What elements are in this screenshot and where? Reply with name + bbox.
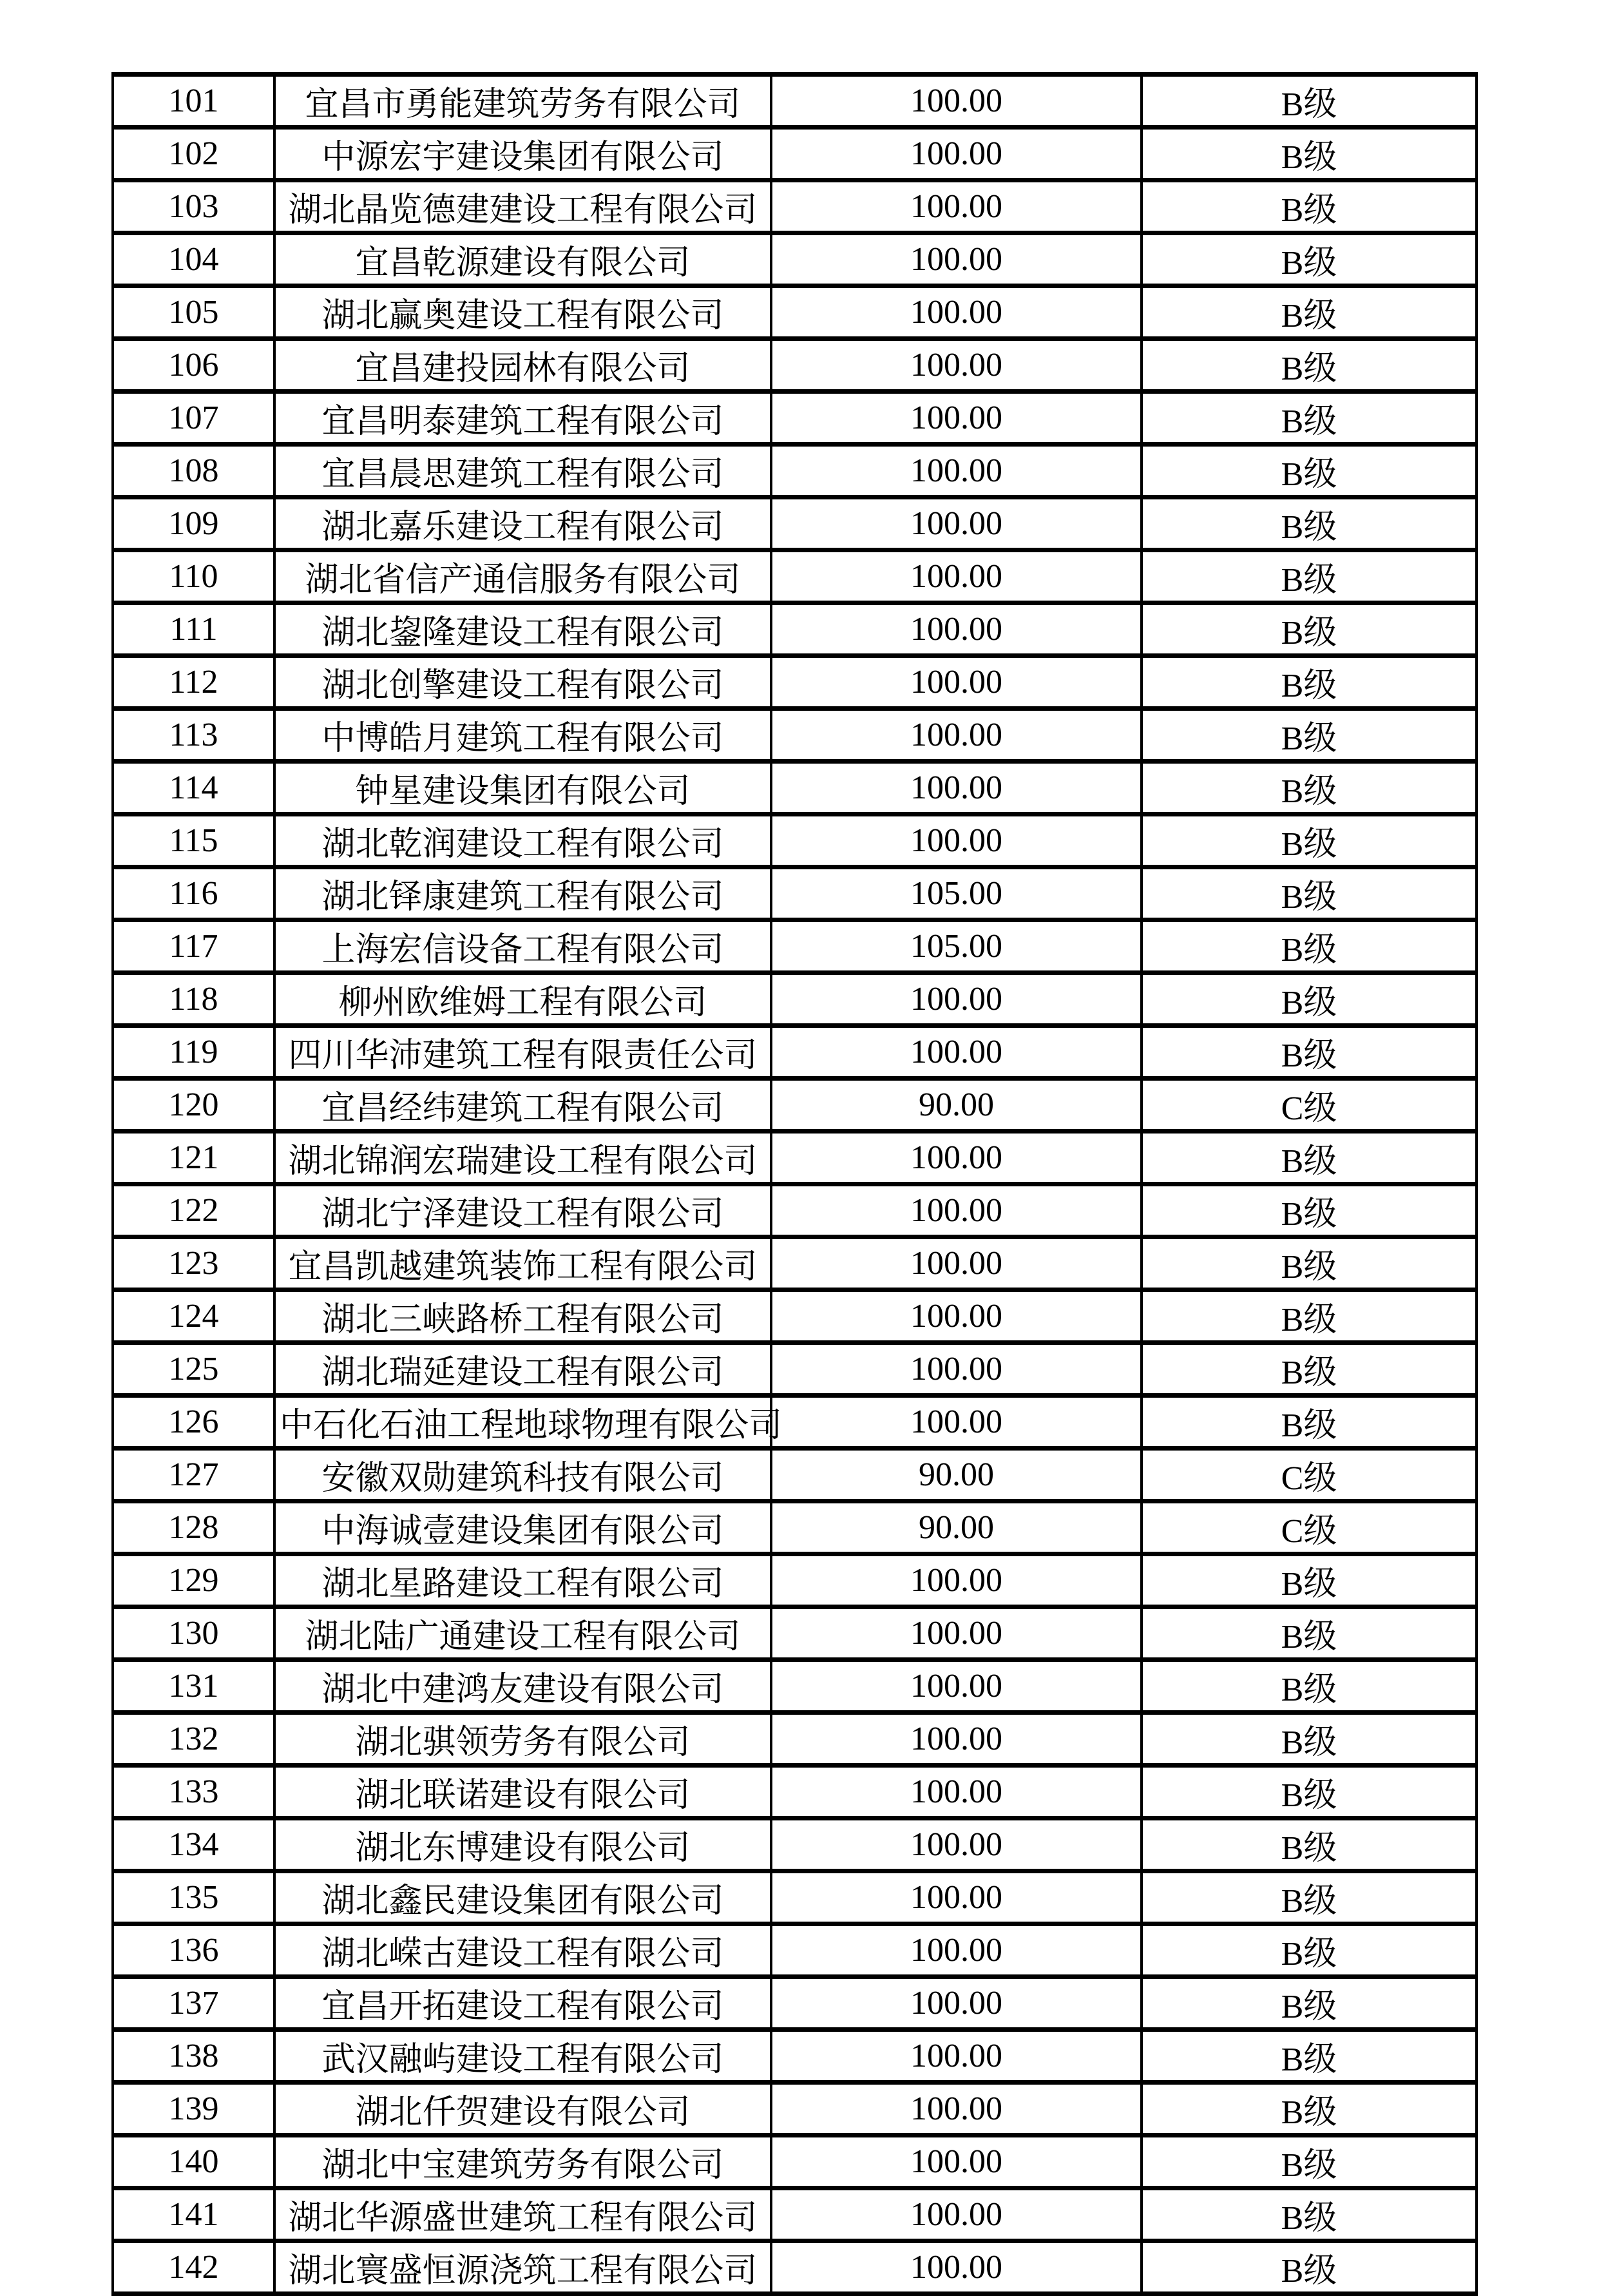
grade-cell: B级 [1142,1026,1477,1079]
company-name-cell: 柳州欧维姆工程有限公司 [274,973,771,1026]
company-name-cell: 湖北创擎建设工程有限公司 [274,656,771,709]
company-name-cell: 湖北嵘古建设工程有限公司 [274,1924,771,1977]
company-name-cell: 湖北陆广通建设工程有限公司 [274,1607,771,1660]
company-name-cell: 湖北星路建设工程有限公司 [274,1554,771,1607]
row-number-cell: 113 [113,709,274,762]
score-cell: 100.00 [771,1026,1142,1079]
company-name-cell: 宜昌经纬建筑工程有限公司 [274,1079,771,1132]
score-cell: 100.00 [771,1607,1142,1660]
table-row [113,1818,1477,1871]
company-name-cell: 宜昌晨思建筑工程有限公司 [274,445,771,497]
score-cell: 90.00 [771,1501,1142,1554]
row-number-cell: 114 [113,762,274,815]
company-name-cell: 湖北东博建设有限公司 [274,1818,771,1871]
grade-cell: B级 [1142,1977,1477,2030]
score-cell: 100.00 [771,1237,1142,1290]
grade-cell: B级 [1142,920,1477,973]
score-cell: 100.00 [771,339,1142,392]
score-cell: 100.00 [771,180,1142,233]
row-number-cell: 141 [113,2188,274,2241]
company-name-cell: 安徽双勋建筑科技有限公司 [274,1449,771,1501]
row-number-cell: 133 [113,1766,274,1818]
grade-cell: B级 [1142,1871,1477,1924]
row-number-cell: 109 [113,497,274,550]
row-number-cell: 139 [113,2083,274,2136]
table-row [113,550,1477,603]
company-name-cell: 湖北乾润建设工程有限公司 [274,815,771,867]
score-cell: 90.00 [771,1449,1142,1501]
score-cell: 100.00 [771,2188,1142,2241]
score-cell: 100.00 [771,1660,1142,1713]
row-number-cell: 138 [113,2030,274,2083]
row-number-cell: 119 [113,1026,274,1079]
table-row [113,1132,1477,1184]
grade-cell: B级 [1142,1290,1477,1343]
table-row [113,2030,1477,2083]
table-row [113,1237,1477,1290]
score-cell: 100.00 [771,656,1142,709]
grade-cell: B级 [1142,1924,1477,1977]
row-number-cell: 118 [113,973,274,1026]
row-number-cell: 130 [113,1607,274,1660]
table-row [113,762,1477,815]
score-cell: 100.00 [771,1818,1142,1871]
company-name-cell: 湖北骐领劳务有限公司 [274,1713,771,1766]
row-number-cell: 132 [113,1713,274,1766]
score-cell: 105.00 [771,867,1142,920]
score-cell: 100.00 [771,1924,1142,1977]
grade-cell: C级 [1142,1449,1477,1501]
grade-cell: B级 [1142,867,1477,920]
company-name-cell: 宜昌凯越建筑装饰工程有限公司 [274,1237,771,1290]
grade-cell: B级 [1142,1396,1477,1449]
table-row [113,1026,1477,1079]
score-cell: 100.00 [771,1290,1142,1343]
table-row [113,656,1477,709]
company-name-cell: 宜昌明泰建筑工程有限公司 [274,392,771,445]
table-row [113,233,1477,286]
grade-cell: B级 [1142,233,1477,286]
table-row [113,497,1477,550]
table-row [113,1713,1477,1766]
grade-cell: B级 [1142,286,1477,339]
score-cell: 100.00 [771,2136,1142,2188]
score-cell: 100.00 [771,973,1142,1026]
table-row [113,1449,1477,1501]
row-number-cell: 104 [113,233,274,286]
table-row [113,1396,1477,1449]
score-cell: 100.00 [771,2030,1142,2083]
table-row [113,1554,1477,1607]
row-number-cell: 111 [113,603,274,656]
company-credit-rating-table [111,72,1478,2296]
company-name-cell: 湖北鋆隆建设工程有限公司 [274,603,771,656]
grade-cell: B级 [1142,128,1477,180]
grade-cell: B级 [1142,75,1477,128]
row-number-cell: 115 [113,815,274,867]
company-name-cell: 宜昌开拓建设工程有限公司 [274,1977,771,2030]
row-number-cell: 140 [113,2136,274,2188]
company-name-cell: 湖北寰盛恒源浇筑工程有限公司 [274,2241,771,2294]
table-row [113,392,1477,445]
table-row [113,1607,1477,1660]
company-name-cell: 宜昌乾源建设有限公司 [274,233,771,286]
company-name-cell: 湖北省信产通信服务有限公司 [274,550,771,603]
grade-cell: B级 [1142,815,1477,867]
grade-cell: C级 [1142,1501,1477,1554]
table-row [113,2136,1477,2188]
row-number-cell: 120 [113,1079,274,1132]
score-cell: 100.00 [771,445,1142,497]
row-number-cell: 137 [113,1977,274,2030]
table-row [113,603,1477,656]
table-row [113,920,1477,973]
grade-cell: B级 [1142,603,1477,656]
row-number-cell: 123 [113,1237,274,1290]
score-cell: 100.00 [771,550,1142,603]
row-number-cell: 131 [113,1660,274,1713]
grade-cell: B级 [1142,1766,1477,1818]
table-row [113,1977,1477,2030]
score-cell: 100.00 [771,815,1142,867]
grade-cell: B级 [1142,2136,1477,2188]
row-number-cell: 134 [113,1818,274,1871]
company-name-cell: 中石化石油工程地球物理有限公司 [274,1396,771,1449]
table-row [113,1501,1477,1554]
grade-cell: B级 [1142,2188,1477,2241]
score-cell: 100.00 [771,1396,1142,1449]
row-number-cell: 102 [113,128,274,180]
grade-cell: B级 [1142,445,1477,497]
table-row [113,1766,1477,1818]
company-name-cell: 湖北铎康建筑工程有限公司 [274,867,771,920]
score-cell: 100.00 [771,762,1142,815]
company-name-cell: 湖北赢奥建设工程有限公司 [274,286,771,339]
company-name-cell: 湖北晶览德建建设工程有限公司 [274,180,771,233]
row-number-cell: 117 [113,920,274,973]
grade-cell: B级 [1142,2241,1477,2294]
row-number-cell: 121 [113,1132,274,1184]
company-name-cell: 四川华沛建筑工程有限责任公司 [274,1026,771,1079]
score-cell: 100.00 [771,1132,1142,1184]
score-cell: 100.00 [771,1766,1142,1818]
row-number-cell: 101 [113,75,274,128]
grade-cell: B级 [1142,392,1477,445]
table-row [113,973,1477,1026]
row-number-cell: 112 [113,656,274,709]
table-row [113,815,1477,867]
score-cell: 90.00 [771,1079,1142,1132]
grade-cell: B级 [1142,180,1477,233]
table-row [113,339,1477,392]
grade-cell: B级 [1142,1660,1477,1713]
score-cell: 100.00 [771,2083,1142,2136]
row-number-cell: 122 [113,1184,274,1237]
company-name-cell: 湖北华源盛世建筑工程有限公司 [274,2188,771,2241]
company-name-cell: 中源宏宇建设集团有限公司 [274,128,771,180]
table-row [113,1871,1477,1924]
grade-cell: B级 [1142,1184,1477,1237]
table-row [113,2083,1477,2136]
score-cell: 100.00 [771,497,1142,550]
company-name-cell: 湖北中宝建筑劳务有限公司 [274,2136,771,2188]
row-number-cell: 129 [113,1554,274,1607]
score-cell: 100.00 [771,1871,1142,1924]
company-name-cell: 湖北嘉乐建设工程有限公司 [274,497,771,550]
score-cell: 100.00 [771,2241,1142,2294]
grade-cell: B级 [1142,973,1477,1026]
score-cell: 100.00 [771,286,1142,339]
company-name-cell: 湖北瑞延建设工程有限公司 [274,1343,771,1396]
score-cell: 100.00 [771,1184,1142,1237]
row-number-cell: 124 [113,1290,274,1343]
score-cell: 100.00 [771,1554,1142,1607]
grade-cell: B级 [1142,497,1477,550]
table-row [113,1290,1477,1343]
grade-cell: B级 [1142,339,1477,392]
table-row [113,180,1477,233]
grade-cell: B级 [1142,1554,1477,1607]
row-number-cell: 126 [113,1396,274,1449]
score-cell: 100.00 [771,1713,1142,1766]
credit-table-body [113,75,1477,2294]
row-number-cell: 105 [113,286,274,339]
row-number-cell: 142 [113,2241,274,2294]
score-cell: 100.00 [771,1343,1142,1396]
company-name-cell: 湖北仟贺建设有限公司 [274,2083,771,2136]
table-row [113,445,1477,497]
grade-cell: B级 [1142,709,1477,762]
grade-cell: B级 [1142,550,1477,603]
company-name-cell: 湖北宁泽建设工程有限公司 [274,1184,771,1237]
grade-cell: B级 [1142,1132,1477,1184]
company-name-cell: 钟星建设集团有限公司 [274,762,771,815]
grade-cell: B级 [1142,1607,1477,1660]
row-number-cell: 107 [113,392,274,445]
company-name-cell: 湖北联诺建设有限公司 [274,1766,771,1818]
score-cell: 100.00 [771,233,1142,286]
company-name-cell: 上海宏信设备工程有限公司 [274,920,771,973]
table-row [113,1924,1477,1977]
grade-cell: B级 [1142,656,1477,709]
company-name-cell: 宜昌市勇能建筑劳务有限公司 [274,75,771,128]
score-cell: 105.00 [771,920,1142,973]
row-number-cell: 103 [113,180,274,233]
company-name-cell: 湖北三峡路桥工程有限公司 [274,1290,771,1343]
row-number-cell: 108 [113,445,274,497]
table-row [113,75,1477,128]
company-name-cell: 中博皓月建筑工程有限公司 [274,709,771,762]
company-name-cell: 湖北中建鸿友建设有限公司 [274,1660,771,1713]
company-name-cell: 湖北鑫民建设集团有限公司 [274,1871,771,1924]
row-number-cell: 136 [113,1924,274,1977]
row-number-cell: 135 [113,1871,274,1924]
row-number-cell: 127 [113,1449,274,1501]
table-row [113,1184,1477,1237]
company-name-cell: 中海诚壹建设集团有限公司 [274,1501,771,1554]
table-row [113,1079,1477,1132]
company-name-cell: 湖北锦润宏瑞建设工程有限公司 [274,1132,771,1184]
row-number-cell: 106 [113,339,274,392]
grade-cell: C级 [1142,1079,1477,1132]
grade-cell: B级 [1142,1237,1477,1290]
score-cell: 100.00 [771,709,1142,762]
score-cell: 100.00 [771,128,1142,180]
row-number-cell: 116 [113,867,274,920]
table-row [113,2188,1477,2241]
score-cell: 100.00 [771,392,1142,445]
grade-cell: B级 [1142,2083,1477,2136]
table-row [113,1343,1477,1396]
table-row [113,128,1477,180]
table-row [113,2241,1477,2294]
table-row [113,286,1477,339]
table-row [113,1660,1477,1713]
company-name-cell: 宜昌建投园林有限公司 [274,339,771,392]
table-row [113,867,1477,920]
table-row [113,709,1477,762]
grade-cell: B级 [1142,762,1477,815]
row-number-cell: 110 [113,550,274,603]
score-cell: 100.00 [771,75,1142,128]
grade-cell: B级 [1142,2030,1477,2083]
score-cell: 100.00 [771,1977,1142,2030]
grade-cell: B级 [1142,1818,1477,1871]
grade-cell: B级 [1142,1343,1477,1396]
score-cell: 100.00 [771,603,1142,656]
row-number-cell: 125 [113,1343,274,1396]
row-number-cell: 128 [113,1501,274,1554]
grade-cell: B级 [1142,1713,1477,1766]
company-name-cell: 武汉融屿建设工程有限公司 [274,2030,771,2083]
